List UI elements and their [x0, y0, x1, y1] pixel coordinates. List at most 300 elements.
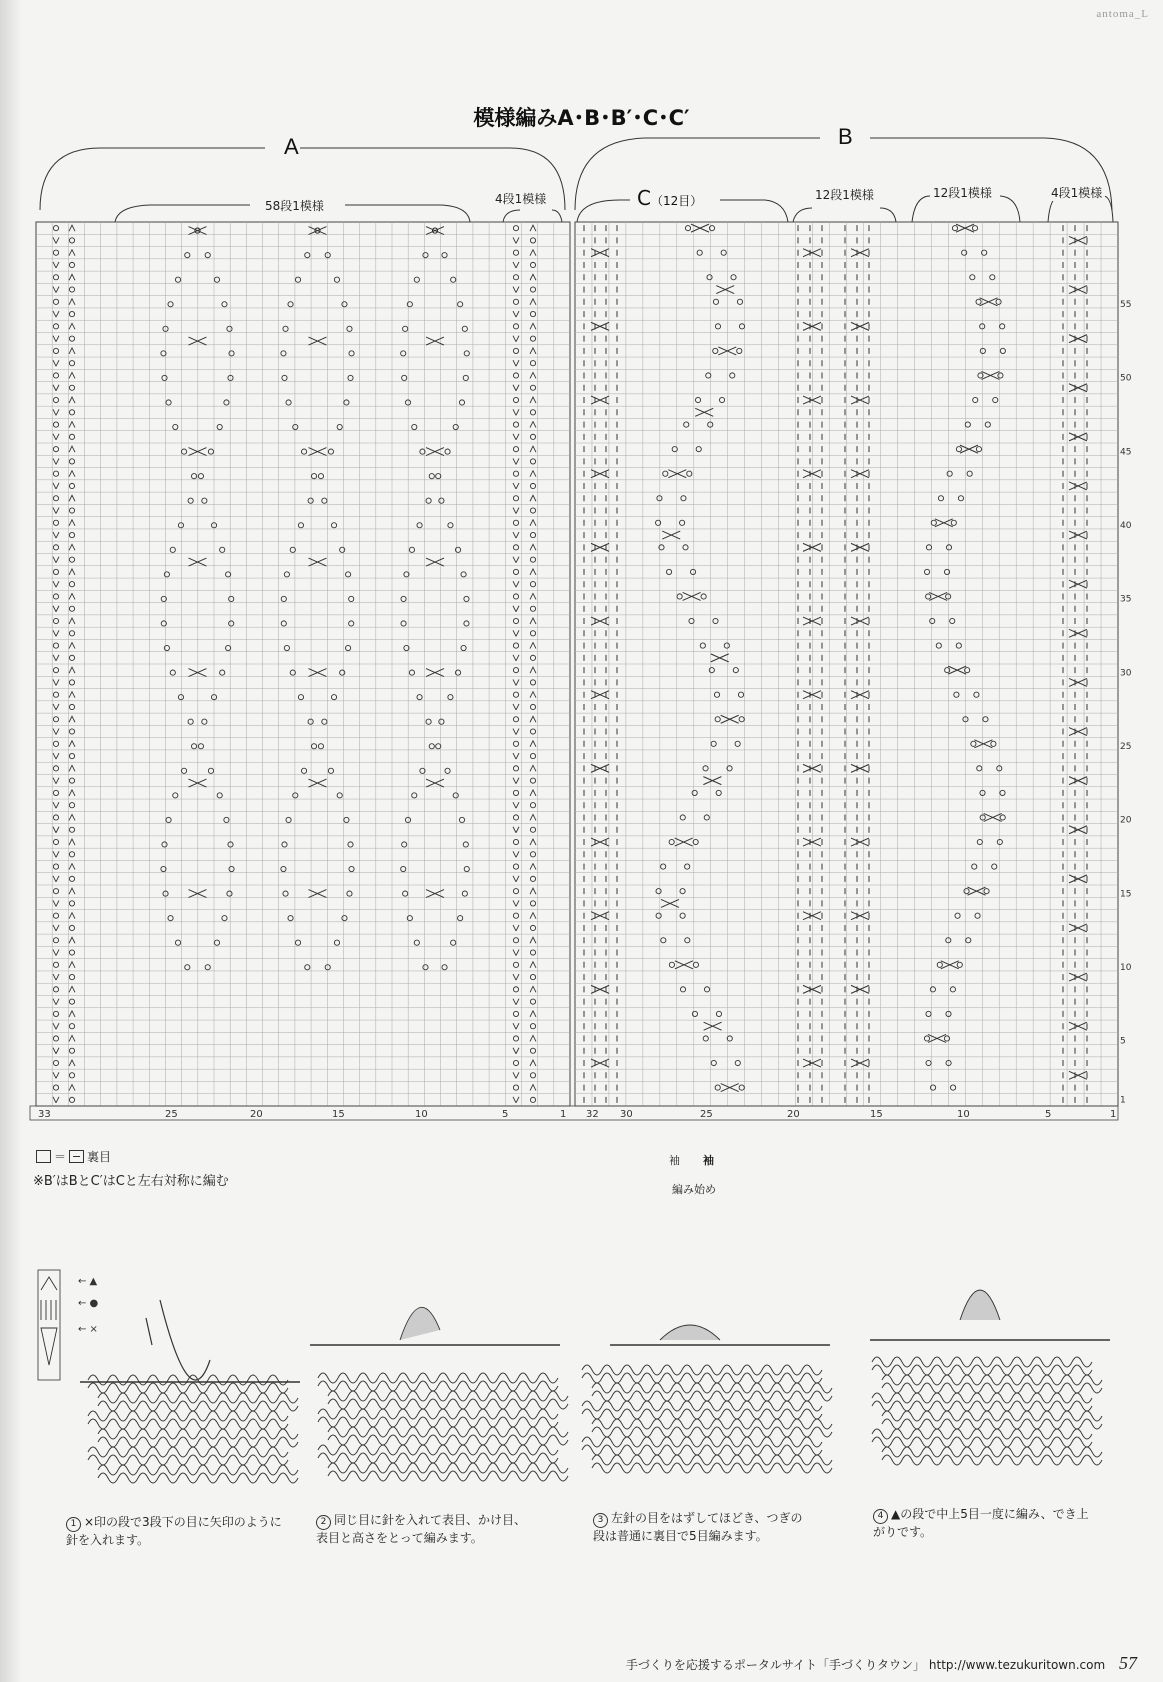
yarn-over-symbol: [224, 817, 229, 822]
yarn-over-symbol: [53, 569, 58, 574]
yarn-over-symbol: [347, 326, 352, 331]
decrease-symbol: [513, 606, 519, 612]
decrease-symbol: [530, 372, 536, 378]
yarn-over-symbol: [305, 253, 310, 258]
yarn-over-symbol: [53, 815, 58, 820]
yarn-over-symbol: [53, 962, 58, 967]
yarn-over-symbol: [318, 474, 323, 479]
decrease-symbol: [530, 864, 536, 870]
decrease-symbol: [69, 348, 75, 354]
yarn-over-symbol: [997, 839, 1002, 844]
yarn-over-symbol: [308, 719, 313, 724]
yarn-over-symbol: [977, 839, 982, 844]
yarn-over-symbol: [69, 508, 74, 513]
yarn-over-symbol: [685, 938, 690, 943]
yarn-over-symbol: [530, 704, 535, 709]
yarn-over-symbol: [683, 545, 688, 550]
yarn-over-symbol: [227, 891, 232, 896]
yarn-over-symbol: [166, 817, 171, 822]
yarn-over-symbol: [53, 545, 58, 550]
yarn-over-symbol: [530, 631, 535, 636]
yarn-over-symbol: [188, 719, 193, 724]
yarn-over-symbol: [69, 631, 74, 636]
yarn-over-symbol: [288, 302, 293, 307]
yarn-over-symbol: [69, 336, 74, 341]
decrease-symbol: [513, 778, 519, 784]
yarn-over-symbol: [513, 520, 518, 525]
decrease-symbol: [69, 299, 75, 305]
yarn-over-symbol: [938, 496, 943, 501]
decrease-symbol: [53, 729, 59, 735]
decrease-symbol: [69, 643, 75, 649]
yarn-over-symbol: [436, 744, 441, 749]
cable-cross-symbol: [803, 617, 821, 625]
yarn-over-symbol: [930, 618, 935, 623]
yarn-over-symbol: [461, 645, 466, 650]
yarn-over-symbol: [328, 768, 333, 773]
yarn-over-symbol: [281, 621, 286, 626]
yarn-over-symbol: [402, 375, 407, 380]
yarn-over-symbol: [946, 545, 951, 550]
decrease-symbol: [53, 508, 59, 514]
yarn-over-symbol: [944, 1036, 949, 1041]
yarn-over-symbol: [53, 839, 58, 844]
decrease-symbol: [53, 336, 59, 342]
decrease-symbol: [530, 692, 536, 698]
yarn-over-symbol: [990, 275, 995, 280]
yarn-over-symbol: [530, 1048, 535, 1053]
decrease-symbol: [69, 446, 75, 452]
decrease-symbol: [530, 1035, 536, 1041]
decrease-symbol: [513, 1023, 519, 1029]
start-label: 編み始め: [672, 1183, 716, 1196]
yarn-over-symbol: [53, 1085, 58, 1090]
cable-cross-symbol: [935, 519, 953, 527]
decrease-symbol: [513, 532, 519, 538]
decrease-symbol: [53, 851, 59, 857]
decrease-symbol: [513, 1048, 519, 1054]
decrease-symbol: [69, 1060, 75, 1066]
key-mark: ← ▲: [78, 1276, 98, 1287]
column-number: 32: [586, 1109, 599, 1120]
yarn-over-symbol: [455, 670, 460, 675]
symbol-key-top: [41, 1277, 57, 1290]
yarn-over-symbol: [530, 803, 535, 808]
column-number: 15: [870, 1109, 883, 1120]
yarn-over-symbol: [530, 999, 535, 1004]
yarn-over-symbol: [403, 891, 408, 896]
yarn-over-symbol: [513, 913, 518, 918]
cable-cross-symbol: [189, 890, 207, 898]
cable-cross-symbol: [851, 691, 869, 699]
yarn-over-symbol: [69, 1024, 74, 1029]
decrease-symbol: [69, 1011, 75, 1017]
decrease-symbol: [69, 544, 75, 550]
yarn-over-symbol: [53, 226, 58, 231]
yarn-over-symbol: [716, 1011, 721, 1016]
key-mark: ← ●: [78, 1298, 99, 1309]
yarn-over-symbol: [281, 351, 286, 356]
yarn-over-symbol: [530, 532, 535, 537]
yarn-over-symbol: [198, 744, 203, 749]
cable-cross-symbol: [803, 691, 821, 699]
yarn-over-symbol: [926, 1011, 931, 1016]
yarn-over-symbol: [328, 449, 333, 454]
yarn-over-symbol: [412, 424, 417, 429]
yarn-over-symbol: [185, 253, 190, 258]
yarn-over-symbol: [331, 695, 336, 700]
cable-cross-symbol: [974, 740, 992, 748]
yarn-over-symbol: [283, 326, 288, 331]
yarn-over-symbol: [924, 569, 929, 574]
yarn-over-symbol: [706, 373, 711, 378]
yarn-over-symbol: [965, 422, 970, 427]
decrease-symbol: [530, 741, 536, 747]
decrease-symbol: [69, 716, 75, 722]
yarn-over-symbol: [976, 447, 981, 452]
yarn-over-symbol: [281, 866, 286, 871]
decrease-symbol: [530, 913, 536, 919]
yarn-over-symbol: [463, 842, 468, 847]
yarn-over-symbol: [451, 277, 456, 282]
yarn-over-symbol: [451, 940, 456, 945]
yarn-over-symbol: [445, 768, 450, 773]
cable-cross-symbol: [851, 543, 869, 551]
yarn-over-symbol: [513, 962, 518, 967]
knit-fabric-illustration: [318, 1373, 568, 1481]
yarn-over-symbol: [220, 547, 225, 552]
yarn-over-symbol: [956, 643, 961, 648]
section-c-count: （12目）: [650, 194, 703, 208]
unraveled-stitch: [660, 1325, 720, 1340]
yarn-over-symbol: [513, 839, 518, 844]
yarn-over-symbol: [455, 547, 460, 552]
yarn-over-symbol: [53, 397, 58, 402]
decrease-symbol: [53, 1048, 59, 1054]
cable-cross-symbol: [928, 1034, 946, 1042]
decrease-symbol: [530, 495, 536, 501]
decrease-symbol: [53, 1072, 59, 1078]
yarn-over-symbol: [349, 596, 354, 601]
yarn-over-symbol: [53, 496, 58, 501]
decrease-symbol: [513, 655, 519, 661]
yarn-over-symbol: [709, 668, 714, 673]
row-number: 25: [1120, 742, 1132, 753]
yarn-over-symbol: [530, 852, 535, 857]
yarn-over-symbol: [693, 962, 698, 967]
yarn-over-symbol: [530, 410, 535, 415]
yarn-over-symbol: [69, 606, 74, 611]
yarn-over-symbol: [442, 965, 447, 970]
yarn-over-symbol: [53, 790, 58, 795]
yarn-over-symbol: [170, 670, 175, 675]
section-b-label: B: [838, 124, 853, 149]
yarn-over-symbol: [719, 397, 724, 402]
yarn-over-symbol: [229, 596, 234, 601]
yarn-over-symbol: [657, 496, 662, 501]
decrease-symbol: [53, 434, 59, 440]
yarn-over-symbol: [281, 596, 286, 601]
yarn-over-symbol: [513, 643, 518, 648]
repeat-b2-label: 12段1模様: [930, 184, 995, 201]
decrease-symbol: [530, 274, 536, 280]
column-number: 10: [957, 1109, 970, 1120]
yarn-over-symbol: [436, 474, 441, 479]
yarn-over-symbol: [282, 375, 287, 380]
yarn-over-symbol: [513, 815, 518, 820]
yarn-over-symbol: [530, 336, 535, 341]
decrease-symbol: [530, 569, 536, 575]
decrease-symbol: [53, 385, 59, 391]
decrease-symbol: [69, 667, 75, 673]
yarn-over-symbol: [178, 523, 183, 528]
yarn-over-symbol: [513, 692, 518, 697]
decrease-symbol: [53, 900, 59, 906]
yarn-over-symbol: [53, 324, 58, 329]
knit-box-icon: [36, 1150, 51, 1163]
yarn-over-symbol: [208, 449, 213, 454]
yarn-over-symbol: [162, 842, 167, 847]
yarn-over-symbol: [53, 447, 58, 452]
yarn-over-symbol: [453, 424, 458, 429]
decrease-symbol: [513, 802, 519, 808]
yarn-over-symbol: [692, 790, 697, 795]
yarn-over-symbol: [69, 1097, 74, 1102]
yarn-over-symbol: [730, 373, 735, 378]
cable-cross-symbol: [851, 396, 869, 404]
decrease-symbol: [69, 372, 75, 378]
yarn-over-symbol: [530, 238, 535, 243]
yarn-over-symbol: [957, 962, 962, 967]
decrease-symbol: [530, 422, 536, 428]
decrease-symbol: [530, 986, 536, 992]
yarn-over-symbol: [417, 695, 422, 700]
step-illustrations: [38, 1270, 1110, 1483]
yarn-over-symbol: [283, 891, 288, 896]
row-number: 20: [1120, 815, 1132, 826]
yarn-over-symbol: [974, 692, 979, 697]
cable-cross-symbol: [426, 779, 444, 787]
yarn-over-symbol: [69, 753, 74, 758]
yarn-over-symbol: [53, 643, 58, 648]
decrease-symbol: [513, 704, 519, 710]
yarn-over-symbol: [1000, 324, 1005, 329]
yarn-over-symbol: [226, 645, 231, 650]
decrease-symbol: [53, 999, 59, 1005]
cable-cross-symbol: [851, 838, 869, 846]
yarn-over-symbol: [191, 474, 196, 479]
decrease-symbol: [530, 937, 536, 943]
yarn-over-symbol: [739, 717, 744, 722]
cable-cross-symbol: [851, 1059, 869, 1067]
yarn-over-symbol: [513, 766, 518, 771]
yarn-over-symbol: [703, 1036, 708, 1041]
yarn-over-symbol: [983, 717, 988, 722]
yarn-over-symbol: [513, 668, 518, 673]
decrease-symbol: [53, 360, 59, 366]
yarn-over-symbol: [735, 741, 740, 746]
yarn-over-symbol: [513, 373, 518, 378]
yarn-over-symbol: [926, 1060, 931, 1065]
yarn-over-symbol: [513, 397, 518, 402]
yarn-over-symbol: [220, 670, 225, 675]
yarn-over-symbol: [342, 916, 347, 921]
yarn-over-symbol: [322, 719, 327, 724]
yarn-over-symbol: [937, 962, 942, 967]
finished-bobble: [960, 1290, 1000, 1320]
yarn-over-symbol: [513, 545, 518, 550]
yarn-over-symbol: [284, 572, 289, 577]
yarn-over-symbol: [666, 569, 671, 574]
yarn-over-symbol: [735, 1060, 740, 1065]
decrease-symbol: [513, 287, 519, 293]
decrease-symbol: [513, 262, 519, 268]
decrease-symbol: [513, 434, 519, 440]
page-number: 57: [1119, 1653, 1137, 1673]
yarn-over-symbol: [53, 348, 58, 353]
decrease-symbol: [69, 839, 75, 845]
yarn-over-symbol: [290, 670, 295, 675]
yarn-over-symbol: [290, 547, 295, 552]
yarn-over-symbol: [715, 1085, 720, 1090]
yarn-over-symbol: [513, 987, 518, 992]
decrease-symbol: [53, 630, 59, 636]
decrease-symbol: [53, 950, 59, 956]
decrease-symbol: [69, 1085, 75, 1091]
cable-cross-symbol: [803, 543, 821, 551]
yarn-over-symbol: [996, 299, 1001, 304]
yarn-over-symbol: [704, 815, 709, 820]
decrease-symbol: [513, 679, 519, 685]
row-number: 1: [1120, 1095, 1126, 1106]
yarn-over-symbol: [173, 793, 178, 798]
cable-cross-symbol: [668, 470, 686, 478]
yarn-over-symbol: [53, 275, 58, 280]
decrease-symbol: [69, 593, 75, 599]
yarn-over-symbol: [926, 594, 931, 599]
yarn-over-symbol: [448, 523, 453, 528]
yarn-over-symbol: [53, 299, 58, 304]
yarn-over-symbol: [344, 817, 349, 822]
yarn-over-symbol: [513, 569, 518, 574]
decrease-symbol: [530, 225, 536, 231]
decrease-symbol: [69, 618, 75, 624]
decrease-symbol: [513, 950, 519, 956]
yarn-over-symbol: [293, 424, 298, 429]
yarn-over-symbol: [680, 815, 685, 820]
yarn-over-symbol: [976, 299, 981, 304]
yarn-over-symbol: [325, 253, 330, 258]
cable-cross-symbol: [189, 558, 207, 566]
yarn-over-symbol: [992, 864, 997, 869]
decrease-symbol: [530, 716, 536, 722]
cable-cross-symbol: [704, 1022, 722, 1030]
yarn-over-symbol: [972, 226, 977, 231]
yarn-over-symbol: [950, 618, 955, 623]
yarn-over-symbol: [980, 790, 985, 795]
yarn-over-symbol: [69, 704, 74, 709]
cable-cross-symbol: [851, 322, 869, 330]
cable-cross-symbol: [675, 961, 693, 969]
yarn-over-symbol: [464, 596, 469, 601]
decrease-symbol: [69, 692, 75, 698]
yarn-over-symbol: [402, 842, 407, 847]
yarn-over-symbol: [513, 250, 518, 255]
yarn-over-symbol: [737, 299, 742, 304]
decrease-symbol: [530, 1060, 536, 1066]
yarn-over-symbol: [708, 422, 713, 427]
symbol-key-mid: [41, 1300, 56, 1320]
repeat-4b-label: 4段1模様: [1048, 184, 1105, 201]
yarn-over-symbol: [945, 668, 950, 673]
knit-fabric-illustration: [88, 1375, 298, 1483]
decrease-symbol: [53, 262, 59, 268]
yarn-over-symbol: [348, 842, 353, 847]
yarn-over-symbol: [952, 226, 957, 231]
decrease-symbol: [513, 237, 519, 243]
section-a-label: A: [284, 134, 299, 159]
decrease-symbol: [69, 422, 75, 428]
yarn-over-symbol: [423, 965, 428, 970]
yarn-over-symbol: [513, 790, 518, 795]
yarn-over-symbol: [656, 913, 661, 918]
decrease-symbol: [530, 962, 536, 968]
yarn-over-symbol: [685, 226, 690, 231]
yarn-over-symbol: [530, 974, 535, 979]
decrease-symbol: [53, 679, 59, 685]
yarn-over-symbol: [412, 793, 417, 798]
yarn-over-symbol: [69, 483, 74, 488]
yarn-over-symbol: [530, 827, 535, 832]
decrease-symbol: [69, 741, 75, 747]
yarn-over-symbol: [414, 940, 419, 945]
yarn-over-symbol: [530, 262, 535, 267]
yarn-over-symbol: [689, 618, 694, 623]
decrease-symbol: [513, 360, 519, 366]
cable-cross-symbol: [803, 249, 821, 257]
yarn-over-symbol: [513, 299, 518, 304]
yarn-over-symbol: [185, 965, 190, 970]
yarn-over-symbol: [464, 621, 469, 626]
yarn-over-symbol: [229, 351, 234, 356]
yarn-over-symbol: [530, 876, 535, 881]
decrease-symbol: [69, 790, 75, 796]
yarn-over-symbol: [334, 940, 339, 945]
yarn-over-symbol: [711, 1060, 716, 1065]
yarn-over-symbol: [513, 1036, 518, 1041]
decrease-symbol: [513, 508, 519, 514]
yarn-over-symbol: [69, 876, 74, 881]
decrease-symbol: [53, 237, 59, 243]
yarn-over-symbol: [661, 864, 666, 869]
yarn-over-symbol: [228, 842, 233, 847]
yarn-over-symbol: [530, 287, 535, 292]
yarn-over-symbol: [669, 839, 674, 844]
cable-cross-symbol: [683, 592, 701, 600]
legend-equals: ＝: [54, 1150, 67, 1164]
yarn-over-symbol: [228, 375, 233, 380]
yarn-over-symbol: [53, 741, 58, 746]
decrease-symbol: [53, 483, 59, 489]
yarn-over-symbol: [513, 938, 518, 943]
yarn-over-symbol: [513, 226, 518, 231]
knit-fabric-illustration: [582, 1365, 832, 1473]
decrease-symbol: [530, 667, 536, 673]
yarn-over-symbol: [966, 938, 971, 943]
decrease-symbol: [53, 827, 59, 833]
yarn-over-symbol: [349, 351, 354, 356]
arrow-icon: [146, 1318, 152, 1345]
